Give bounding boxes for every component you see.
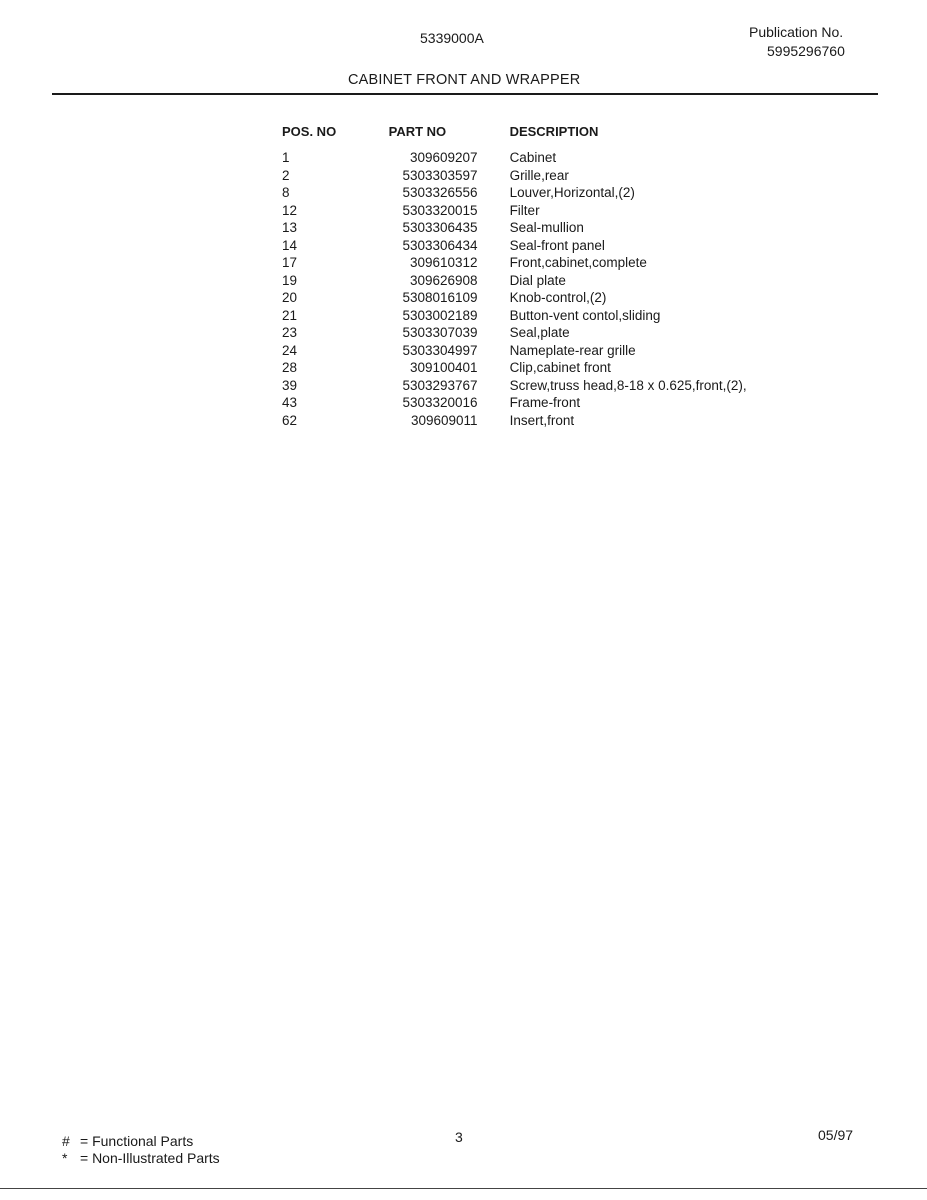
part-no-cell: 5303307039 (402, 325, 478, 340)
table-row (282, 219, 802, 237)
part-no-cell: 5303002189 (402, 307, 478, 323)
pos-no-cell: 20 (282, 290, 298, 305)
part-no-cell: 5303306434 (402, 237, 478, 253)
part-no-cell: 5303306435 (402, 220, 478, 235)
pos-no-cell: 19 (282, 272, 298, 288)
legend-item-functional (62, 1133, 220, 1150)
legend-text: = Non-Illustrated Parts (80, 1150, 220, 1166)
pos-no-cell: 8 (282, 185, 290, 200)
part-no-cell: 5303303597 (402, 167, 478, 183)
table-row (282, 272, 802, 290)
pos-no-cell: 62 (282, 412, 298, 428)
part-no-cell: 5303320015 (402, 202, 478, 218)
part-no-cell: 309610312 (409, 255, 478, 270)
column-header-part-no: PART NO (388, 124, 447, 139)
publication-label: Publication No. (749, 24, 844, 40)
description-cell: Knob-control,(2) (509, 290, 607, 305)
parts-table (282, 124, 802, 429)
table-row (282, 289, 802, 307)
table-row (282, 377, 802, 395)
description-cell: Clip,cabinet front (509, 360, 611, 375)
table-header-row (282, 124, 802, 149)
description-cell: Cabinet (509, 150, 557, 165)
parts-legend (62, 1133, 220, 1167)
table-row (282, 167, 802, 185)
pos-no-cell: 17 (282, 255, 298, 270)
legend-symbol: # (62, 1133, 70, 1149)
pos-no-cell: 39 (282, 377, 298, 393)
part-no-cell: 5303326556 (402, 185, 478, 200)
column-header-pos-no: POS. NO (282, 124, 337, 139)
table-row (282, 184, 802, 202)
legend-symbol: * (62, 1150, 68, 1166)
pos-no-cell: 24 (282, 342, 298, 358)
table-row (282, 237, 802, 255)
table-row (282, 202, 802, 220)
pos-no-cell: 2 (282, 167, 290, 183)
column-header-description: DESCRIPTION (509, 124, 599, 139)
description-cell: Seal,plate (509, 325, 570, 340)
table-row (282, 324, 802, 342)
pos-no-cell: 14 (282, 237, 298, 253)
model-number: 5339000A (420, 30, 484, 46)
part-no-cell: 5303304997 (402, 342, 478, 358)
description-cell: Seal-front panel (509, 237, 605, 253)
part-no-cell: 309609011 (410, 412, 478, 428)
description-cell: Button-vent contol,sliding (509, 307, 661, 323)
table-row (282, 394, 802, 412)
part-no-cell: 309609207 (409, 150, 478, 165)
description-cell: Nameplate-rear grille (509, 342, 636, 358)
part-no-cell: 5303320016 (402, 395, 478, 410)
legend-text: = Functional Parts (80, 1133, 194, 1149)
table-row (282, 307, 802, 325)
legend-item-non-illustrated (62, 1150, 220, 1167)
publication-date: 05/97 (818, 1127, 854, 1143)
pos-no-cell: 43 (282, 395, 298, 410)
description-cell: Insert,front (509, 412, 575, 428)
part-no-cell: 5308016109 (402, 290, 478, 305)
description-cell: Louver,Horizontal,(2) (509, 185, 635, 200)
pos-no-cell: 13 (282, 220, 298, 235)
pos-no-cell: 23 (282, 325, 298, 340)
description-cell: Filter (509, 202, 540, 218)
page-number: 3 (455, 1129, 463, 1145)
table-row (282, 412, 802, 430)
table-row (282, 149, 802, 167)
part-no-cell: 309626908 (409, 272, 478, 288)
publication-number: 5995296760 (767, 43, 845, 59)
part-no-cell: 309100401 (409, 360, 478, 375)
pos-no-cell: 21 (282, 307, 298, 323)
pos-no-cell: 1 (282, 150, 290, 165)
description-cell: Frame-front (509, 395, 581, 410)
description-cell: Front,cabinet,complete (509, 255, 647, 270)
part-no-cell: 5303293767 (402, 377, 478, 393)
description-cell: Grille,rear (509, 167, 569, 183)
pos-no-cell: 12 (282, 202, 298, 218)
table-row (282, 359, 802, 377)
description-cell: Seal-mullion (509, 220, 584, 235)
table-row (282, 342, 802, 360)
pos-no-cell: 28 (282, 360, 298, 375)
description-cell: Dial plate (509, 272, 566, 288)
header-divider (52, 93, 878, 95)
section-title: CABINET FRONT AND WRAPPER (348, 72, 581, 88)
description-cell: Screw,truss head,8-18 x 0.625,front,(2), (509, 377, 747, 393)
table-row (282, 254, 802, 272)
footer-divider (0, 1188, 927, 1189)
